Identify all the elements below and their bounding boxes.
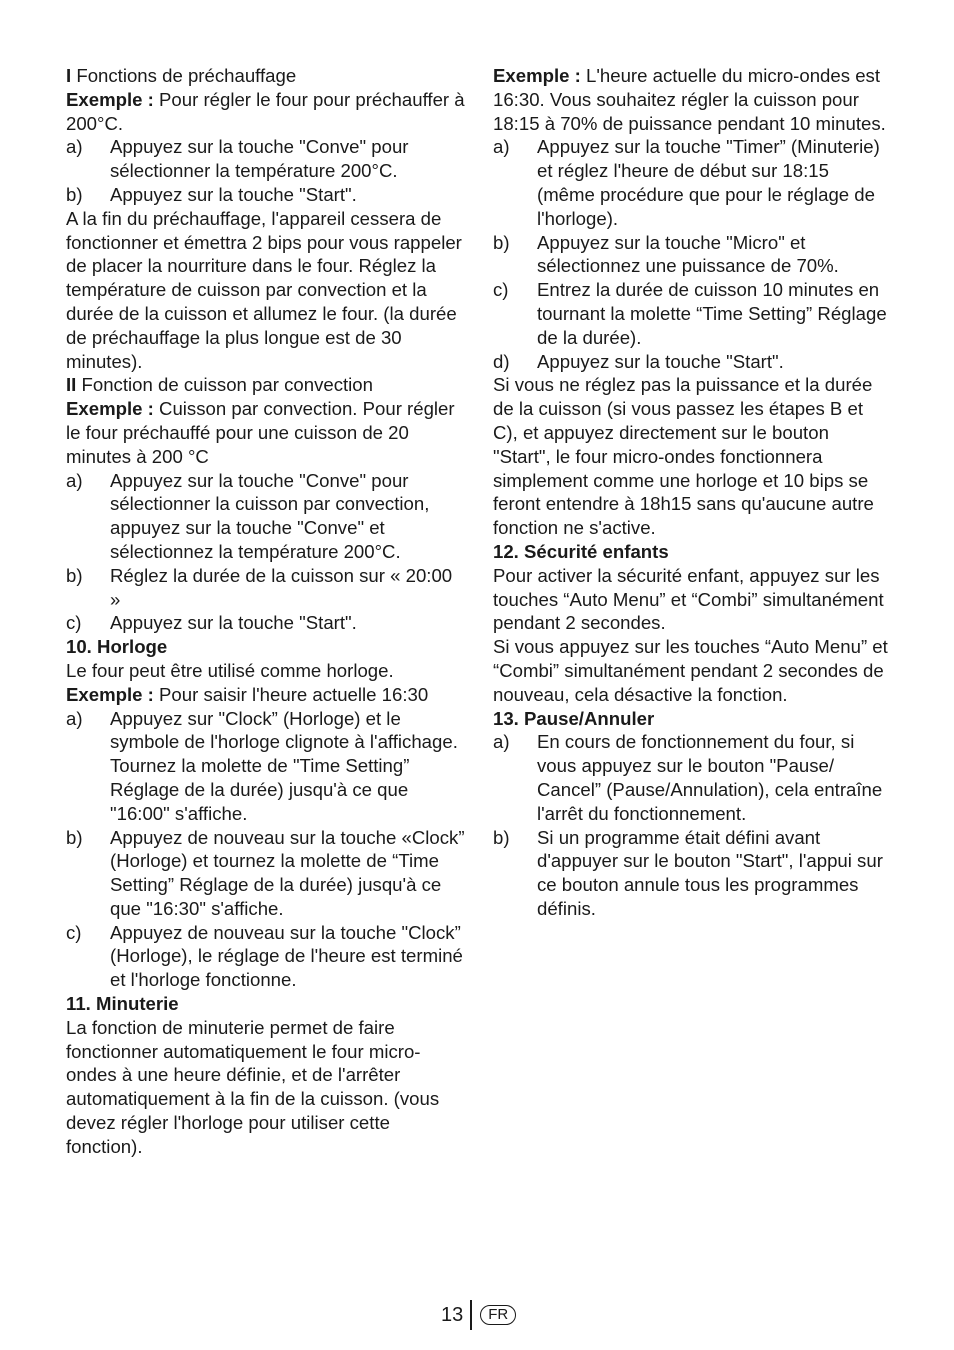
timer-note-paragraph: Si vous ne réglez pas la puissance et la durée de la cuisson (si vous passez les étapes B et C), et appuyez directement sur le bouton "Start", le four micro-ondes fonctionnera simplement comme une horloge et 10 bips se feront entendre à 18h15 sans qu'aucune autre fonction ne s'active. [493,374,874,539]
section-number: I [66,65,72,86]
step-c: c) Entrez la durée de cuisson 10 minutes en tournant la molette “Time Setting” Réglage de la durée). [493,279,887,348]
example-convection: Exemple : Cuisson par convection. Pour régler le four préchauffé pour une cuisson de 20 minutes à 200 °C [66,398,455,467]
right-column [493,64,888,921]
language-badge: FR [480,1305,516,1325]
step-b: b) Si un programme était défini avant d'appuyer sur le bouton "Start", l'appui sur ce bouton annule tous les programmes définis. [493,826,883,919]
left-column [66,64,466,1159]
page-number: 13 [441,1303,464,1326]
child-lock-paragraph-1: Pour activer la sécurité enfant, appuyez sur les touches “Auto Menu” et “Combi” simultanément pendant 2 secondes. [493,564,884,634]
heading-child-lock: 12. Sécurité enfants [493,540,669,562]
step-b: b) Réglez la durée de la cuisson sur « 20:00 » [66,564,453,610]
section-convection-title: II Fonction de cuisson par convection [66,374,373,396]
heading-timer: 11. Minuterie [66,993,179,1015]
section-number: II [66,374,77,396]
section-preheat-title: I Fonctions de préchauffage [66,65,297,86]
heading-clock: 10. Horloge [66,636,168,658]
step-b: b) Appuyez sur la touche "Start". [66,183,357,205]
step-a: a) Appuyez sur la touche "Timer” (Minuterie) et réglez l'heure de début sur 18:15 (même procédure que pour le réglage de l'horloge). [493,136,880,229]
step-b: b) Appuyez de nouveau sur la touche «Clock” (Horloge) et tournez la molette de “Time Setting” Réglage de la durée) jusqu'à ce que "16:30" s'affiche. [66,826,465,919]
step-a: a) Appuyez sur "Clock” (Horloge) et le symbole de l'horloge clignote à l'affichage. Tournez la molette de "Time Setting” Réglage de la durée) jusqu'à ce que "16:00" s'affiche. [66,707,458,824]
clock-paragraph: Le four peut être utilisé comme horloge. [66,659,394,681]
page-footer [441,1298,516,1332]
step-a: a) En cours de fonctionnement du four, si vous appuyez sur le bouton "Pause/ Cancel” (Pause/Annulation), cela entraîne l'arrêt du fonctionnement. [493,731,883,824]
step-b: b) Appuyez sur la touche "Micro" et sélectionnez une puissance de 70%. [493,231,839,277]
example-preheat: Exemple : Pour régler le four pour préchauffer à 200°C. [66,88,465,134]
example-clock: Exemple : Pour saisir l'heure actuelle 16:30 [66,683,429,705]
step-a: a) Appuyez sur la touche "Conve" pour sélectionner la température 200°C. [66,136,409,182]
step-c: c) Appuyez sur la touche "Start". [66,612,357,634]
heading-pause-cancel: 13. Pause/Annuler [493,707,655,729]
step-d: d) Appuyez sur la touche "Start". [493,350,784,372]
child-lock-paragraph-2: Si vous appuyez sur les touches “Auto Menu” et “Combi” simultanément pendant 2 secondes de nouveau, cela désactive la fonction. [493,636,888,705]
footer-divider [470,1300,472,1330]
step-c: c) Appuyez de nouveau sur la touche "Clock” (Horloge), le réglage de l'heure est terminé et l'horloge fonctionne. [66,921,463,991]
preheat-paragraph: A la fin du préchauffage, l'appareil cessera de fonctionner et émettra 2 bips pour vous rappeler de placer la nourriture dans le four. Réglez la température de cuisson par convection et la durée de la cuisson et allumez le four. (la durée de préchauffage la plus longue est de 30 minutes). [66,207,462,372]
example-timer: Exemple : L'heure actuelle du micro-ondes est 16:30. Vous souhaitez régler la cuisson pour 18:15 à 70% de puissance pendant 10 minutes. [493,65,886,134]
step-a: a) Appuyez sur la touche "Conve" pour sélectionner la cuisson par convection, appuyez sur la touche "Conve" et sélectionnez la température 200°C. [66,469,430,562]
timer-paragraph: La fonction de minuterie permet de faire fonctionner automatiquement le four micro-ondes à une heure définie, et de l'arrêter automatiquement à la fin de la cuisson. (vous devez régler l'horloge pour utiliser cette fonction). [66,1016,440,1157]
